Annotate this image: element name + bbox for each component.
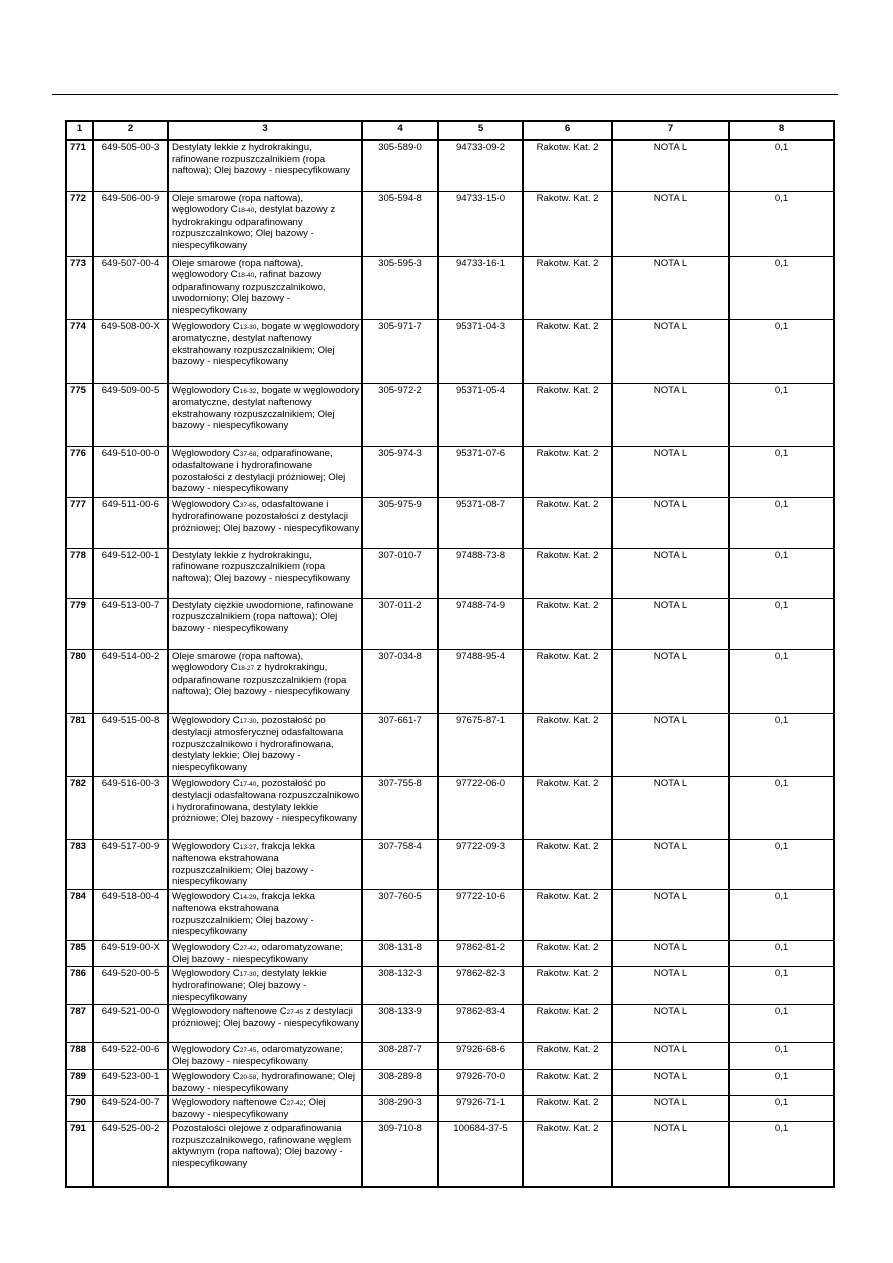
chemical-name-text: Węglowodory C	[172, 1070, 240, 1082]
concentration-limit: 0,1	[729, 140, 834, 191]
cas-number: 97675-87-1	[438, 713, 523, 776]
entry-number: 782	[66, 776, 93, 839]
concentration-limit: 0,1	[729, 713, 834, 776]
entry-number: 789	[66, 1069, 93, 1095]
table-row	[66, 256, 834, 319]
carbon-range-subscript: 27-45	[239, 1046, 257, 1054]
note: NOTA L	[612, 319, 729, 383]
chemical-name	[168, 1069, 362, 1095]
chemical-name-text-cont: , bogate w węglowodory aromatyczne, destylat naftenowy ekstrahowany rozpuszczalnikiem; Olej bazowy - niespecyfikowany	[172, 384, 360, 432]
chemical-name-text: Destylaty ciężkie uwodornione, rafinowane rozpuszczalnikiem (ropa naftowa); Olej bazowy - niespecyfikowany	[172, 599, 354, 634]
ec-number: 308-132-3	[362, 966, 438, 1004]
classification: Rakotw. Kat. 2	[523, 497, 612, 548]
index-number: 649-518-00-4	[93, 889, 168, 940]
classification: Rakotw. Kat. 2	[523, 1042, 612, 1069]
chemical-name-text-cont: , frakcja lekka naftenowa ekstrahowana rozpuszczalnikiem; Olej bazowy - niespecyfikowany	[172, 890, 315, 938]
chemical-name	[168, 649, 362, 713]
chemical-name-text-cont: , bogate w węglowodory aromatyczne, destylat naftenowy ekstrahowany rozpuszczalnikiem; Olej bazowy - niespecyfikowany	[172, 320, 360, 368]
carbon-range-subscript: 17-30	[239, 717, 257, 725]
chemical-name-text: Węglowodory C	[172, 714, 240, 726]
note: NOTA L	[612, 1004, 729, 1042]
index-number: 649-521-00-0	[93, 1004, 168, 1042]
chemical-name-text: Węglowodory C	[172, 941, 240, 953]
note: NOTA L	[612, 889, 729, 940]
carbon-range-subscript: 37-68	[239, 450, 257, 458]
chemical-name	[168, 713, 362, 776]
cas-number: 97722-10-6	[438, 889, 523, 940]
carbon-range-subscript: 37-65	[239, 501, 257, 509]
entry-number: 785	[66, 940, 93, 966]
ec-number: 307-758-4	[362, 839, 438, 889]
note: NOTA L	[612, 1069, 729, 1095]
chemical-name-text: Pozostałości olejowe z odparafinowania rozpuszczalnikowego, rafinowane węglem aktywnym (ropa naftowa); Olej bazowy - niespecyfikowany	[172, 1123, 352, 1169]
classification: Rakotw. Kat. 2	[523, 256, 612, 319]
note: NOTA L	[612, 1122, 729, 1187]
cas-number: 95371-04-3	[438, 319, 523, 383]
chemical-name-text-cont: , hydrorafinowane; Olej bazowy - niespecyfikowany	[172, 1070, 355, 1095]
carbon-range-subscript: 20-58	[239, 1073, 257, 1081]
ec-number: 305-589-0	[362, 140, 438, 191]
carbon-range-subscript: 16-32	[239, 387, 257, 395]
classification: Rakotw. Kat. 2	[523, 889, 612, 940]
classification: Rakotw. Kat. 2	[523, 140, 612, 191]
index-number: 649-520-00-5	[93, 966, 168, 1004]
classification: Rakotw. Kat. 2	[523, 191, 612, 256]
classification: Rakotw. Kat. 2	[523, 548, 612, 598]
table-row	[66, 649, 834, 713]
index-number: 649-512-00-1	[93, 548, 168, 598]
index-number: 649-507-00-4	[93, 256, 168, 319]
concentration-limit: 0,1	[729, 649, 834, 713]
chemical-name	[168, 1095, 362, 1121]
note: NOTA L	[612, 191, 729, 256]
table-row	[66, 140, 834, 191]
ec-number: 305-975-9	[362, 497, 438, 548]
concentration-limit: 0,1	[729, 839, 834, 889]
ec-number: 307-755-8	[362, 776, 438, 839]
index-number: 649-524-00-7	[93, 1095, 168, 1121]
classification: Rakotw. Kat. 2	[523, 1004, 612, 1042]
note: NOTA L	[612, 256, 729, 319]
classification: Rakotw. Kat. 2	[523, 383, 612, 446]
table-row	[66, 446, 834, 497]
ec-number: 305-972-2	[362, 383, 438, 446]
chemical-name	[168, 598, 362, 649]
cas-number: 95371-07-6	[438, 446, 523, 497]
chemical-name-text: Węglowodory C	[172, 384, 240, 396]
col-header-6: 6	[523, 121, 612, 140]
table-row	[66, 1069, 834, 1095]
ec-number: 308-287-7	[362, 1042, 438, 1069]
chemical-name-text-cont: , odaromatyzowane; Olej bazowy - niespecyfikowany	[172, 941, 343, 966]
ec-number: 307-010-7	[362, 548, 438, 598]
chemical-name-text-cont: , odasfaltowane i hydrorafinowane pozostałości z destylacji próżniowej; Olej bazowy - niespecyfikowany	[172, 498, 360, 534]
entry-number: 790	[66, 1095, 93, 1121]
note: NOTA L	[612, 940, 729, 966]
chemical-name	[168, 1042, 362, 1069]
note: NOTA L	[612, 497, 729, 548]
entry-number: 780	[66, 649, 93, 713]
cas-number: 97862-82-3	[438, 966, 523, 1004]
entry-number: 777	[66, 497, 93, 548]
classification: Rakotw. Kat. 2	[523, 1095, 612, 1121]
entry-number: 786	[66, 966, 93, 1004]
ec-number: 308-133-9	[362, 1004, 438, 1042]
chemical-name-text-cont: z destylacji próżniowej; Olej bazowy - niespecyfikowany	[172, 1005, 360, 1030]
chemical-name	[168, 966, 362, 1004]
ec-number: 309-710-8	[362, 1122, 438, 1187]
chemical-name-text: Oleje smarowe (ropa naftowa), węglowodory C	[172, 650, 304, 674]
note: NOTA L	[612, 1042, 729, 1069]
cas-number: 97722-06-0	[438, 776, 523, 839]
col-header-2: 2	[93, 121, 168, 140]
chemical-name-text-cont: , destylat bazowy z hydrokrakingu odparafinowany rozpuszczalnkowo; Olej bazowy - niespecyfikowany	[172, 204, 336, 251]
entry-number: 791	[66, 1122, 93, 1187]
entry-number: 784	[66, 889, 93, 940]
note: NOTA L	[612, 548, 729, 598]
cas-number: 94733-15-0	[438, 191, 523, 256]
entry-number: 771	[66, 140, 93, 191]
table-row	[66, 497, 834, 548]
cas-number: 97926-70-0	[438, 1069, 523, 1095]
classification: Rakotw. Kat. 2	[523, 446, 612, 497]
col-header-7: 7	[612, 121, 729, 140]
concentration-limit: 0,1	[729, 1095, 834, 1121]
concentration-limit: 0,1	[729, 548, 834, 598]
cas-number: 97862-83-4	[438, 1004, 523, 1042]
concentration-limit: 0,1	[729, 776, 834, 839]
concentration-limit: 0,1	[729, 940, 834, 966]
concentration-limit: 0,1	[729, 889, 834, 940]
entry-number: 783	[66, 839, 93, 889]
table-row	[66, 191, 834, 256]
index-number: 649-506-00-9	[93, 191, 168, 256]
carbon-range-subscript: 17-30	[239, 970, 257, 978]
entry-number: 779	[66, 598, 93, 649]
cas-number: 100684-37-5	[438, 1122, 523, 1187]
cas-number: 94733-16-1	[438, 256, 523, 319]
chemical-name-text: Węglowodory C	[172, 967, 240, 979]
table-row	[66, 713, 834, 776]
classification: Rakotw. Kat. 2	[523, 966, 612, 1004]
chemical-name	[168, 1004, 362, 1042]
classification: Rakotw. Kat. 2	[523, 319, 612, 383]
chemical-name-text: Węglowodory C	[172, 777, 240, 789]
cas-number: 97862-81-2	[438, 940, 523, 966]
index-number: 649-514-00-2	[93, 649, 168, 713]
chemical-name-text-cont: , pozostałość po destylacji odasfaltowana rozpuszczalnikowo i hydrorafinowana, destylaty lekkie próżniowe; Olej bazowy - niespecyfikowany	[172, 777, 360, 825]
ec-number: 308-131-8	[362, 940, 438, 966]
concentration-limit: 0,1	[729, 191, 834, 256]
index-number: 649-505-00-3	[93, 140, 168, 191]
entry-number: 781	[66, 713, 93, 776]
ec-number: 307-011-2	[362, 598, 438, 649]
chemical-name-text: Węglowodory C	[172, 320, 240, 332]
concentration-limit: 0,1	[729, 966, 834, 1004]
cas-number: 97926-71-1	[438, 1095, 523, 1121]
chemical-name-text: Węglowodory naftenowe C	[172, 1096, 287, 1108]
col-header-8: 8	[729, 121, 834, 140]
chemical-name-text: Węglowodory C	[172, 447, 240, 459]
carbon-range-subscript: 18-40	[237, 272, 255, 280]
concentration-limit: 0,1	[729, 497, 834, 548]
table-row	[66, 383, 834, 446]
note: NOTA L	[612, 649, 729, 713]
chemical-name	[168, 940, 362, 966]
note: NOTA L	[612, 598, 729, 649]
table-row	[66, 776, 834, 839]
concentration-limit: 0,1	[729, 598, 834, 649]
table-row	[66, 1122, 834, 1187]
table-row	[66, 889, 834, 940]
note: NOTA L	[612, 446, 729, 497]
carbon-range-subscript: 18-27	[237, 665, 255, 673]
col-header-1: 1	[66, 121, 93, 140]
concentration-limit: 0,1	[729, 1004, 834, 1042]
chemical-name-text-cont: , destylaty lekkie hydrorafinowane; Olej bazowy - niespecyfikowany	[172, 967, 327, 1003]
header-row	[66, 121, 834, 140]
carbon-range-subscript: 27-45	[286, 1008, 304, 1016]
index-number: 649-517-00-9	[93, 839, 168, 889]
cas-number: 97488-74-9	[438, 598, 523, 649]
chemical-name-text: Oleje smarowe (ropa naftowa), węglowodory C	[172, 192, 304, 216]
table-row	[66, 598, 834, 649]
chemical-name-text: Węglowodory C	[172, 498, 240, 510]
ec-number: 305-974-3	[362, 446, 438, 497]
chemical-name	[168, 548, 362, 598]
substance-table	[65, 120, 835, 1188]
entry-number: 776	[66, 446, 93, 497]
index-number: 649-523-00-1	[93, 1069, 168, 1095]
ec-number: 307-661-7	[362, 713, 438, 776]
cas-number: 95371-05-4	[438, 383, 523, 446]
chemical-name	[168, 889, 362, 940]
ec-number: 305-971-7	[362, 319, 438, 383]
carbon-range-subscript: 17-40	[239, 780, 257, 788]
chemical-name	[168, 839, 362, 889]
entry-number: 775	[66, 383, 93, 446]
chemical-name	[168, 383, 362, 446]
classification: Rakotw. Kat. 2	[523, 1069, 612, 1095]
chemical-name-text: Destylaty lekkie z hydrokrakingu, rafinowane rozpuszczalnikiem (ropa naftowa); Olej bazowy - niespecyfikowany	[172, 549, 351, 584]
cas-number: 94733-09-2	[438, 140, 523, 191]
ec-number: 308-290-3	[362, 1095, 438, 1121]
entry-number: 787	[66, 1004, 93, 1042]
index-number: 649-508-00-X	[93, 319, 168, 383]
cas-number: 97488-73-8	[438, 548, 523, 598]
entry-number: 788	[66, 1042, 93, 1069]
chemical-name	[168, 1122, 362, 1187]
entry-number: 774	[66, 319, 93, 383]
chemical-name-text: Węglowodory naftenowe C	[172, 1005, 287, 1017]
table-row	[66, 1004, 834, 1042]
note: NOTA L	[612, 776, 729, 839]
entry-number: 772	[66, 191, 93, 256]
concentration-limit: 0,1	[729, 1042, 834, 1069]
carbon-range-subscript: 27-42	[239, 944, 257, 952]
chemical-name	[168, 497, 362, 548]
note: NOTA L	[612, 383, 729, 446]
col-header-3: 3	[168, 121, 362, 140]
carbon-range-subscript: 18-40	[237, 207, 255, 215]
chemical-name-text-cont: z hydrokrakingu, odparafinowane rozpuszczalnikiem (ropa naftowa); Olej bazowy - niespecyfikowany	[172, 662, 351, 698]
cas-number: 95371-08-7	[438, 497, 523, 548]
chemical-name-text-cont: , odaromatyzowane; Olej bazowy - niespecyfikowany	[172, 1043, 343, 1068]
cas-number: 97926-68-6	[438, 1042, 523, 1069]
note: NOTA L	[612, 140, 729, 191]
classification: Rakotw. Kat. 2	[523, 713, 612, 776]
ec-number: 307-034-8	[362, 649, 438, 713]
index-number: 649-525-00-2	[93, 1122, 168, 1187]
table-row	[66, 1042, 834, 1069]
classification: Rakotw. Kat. 2	[523, 776, 612, 839]
classification: Rakotw. Kat. 2	[523, 1122, 612, 1187]
table-row	[66, 940, 834, 966]
carbon-range-subscript: 27-42	[286, 1099, 304, 1107]
entry-number: 773	[66, 256, 93, 319]
chemical-name-text-cont: ; Olej bazowy - niespecyfikowany	[172, 1096, 326, 1121]
cas-number: 97722-09-3	[438, 839, 523, 889]
index-number: 649-511-00-6	[93, 497, 168, 548]
table-row	[66, 839, 834, 889]
col-header-5: 5	[438, 121, 523, 140]
cas-number: 97488-95-4	[438, 649, 523, 713]
col-header-4: 4	[362, 121, 438, 140]
index-number: 649-513-00-7	[93, 598, 168, 649]
ec-number: 308-289-8	[362, 1069, 438, 1095]
concentration-limit: 0,1	[729, 1069, 834, 1095]
index-number: 649-519-00-X	[93, 940, 168, 966]
chemical-name-text: Węglowodory C	[172, 890, 240, 902]
table-row	[66, 966, 834, 1004]
index-number: 649-509-00-5	[93, 383, 168, 446]
ec-number: 307-760-5	[362, 889, 438, 940]
table-row	[66, 319, 834, 383]
chemical-name-text-cont: , pozostałość po destylacji atmosferycznej odasfaltowana rozpuszczalnikowo i hydrorafinowana, destylaty lekkie; Olej bazowy - niespecyfikowany	[172, 714, 344, 773]
carbon-range-subscript: 14-29	[239, 893, 257, 901]
chemical-name-text: Oleje smarowe (ropa naftowa), węglowodory C	[172, 257, 304, 281]
chemical-name	[168, 446, 362, 497]
chemical-name	[168, 776, 362, 839]
note: NOTA L	[612, 966, 729, 1004]
ec-number: 305-594-8	[362, 191, 438, 256]
concentration-limit: 0,1	[729, 319, 834, 383]
classification: Rakotw. Kat. 2	[523, 598, 612, 649]
chemical-name	[168, 256, 362, 319]
note: NOTA L	[612, 1095, 729, 1121]
chemical-name-text-cont: , frakcja lekka naftenowa ekstrahowana rozpuszczalnikiem; Olej bazowy - niespecyfikowany	[172, 840, 315, 888]
chemical-name-text: Destylaty lekkie z hydrokrakingu, rafinowane rozpuszczalnikiem (ropa naftowa); Olej bazowy - niespecyfikowany	[172, 142, 351, 177]
concentration-limit: 0,1	[729, 1122, 834, 1187]
concentration-limit: 0,1	[729, 383, 834, 446]
index-number: 649-510-00-0	[93, 446, 168, 497]
chemical-name-text: Węglowodory C	[172, 840, 240, 852]
ec-number: 305-595-3	[362, 256, 438, 319]
concentration-limit: 0,1	[729, 446, 834, 497]
entry-number: 778	[66, 548, 93, 598]
classification: Rakotw. Kat. 2	[523, 649, 612, 713]
concentration-limit: 0,1	[729, 256, 834, 319]
carbon-range-subscript: 13-27	[239, 843, 257, 851]
chemical-name-text: Węglowodory C	[172, 1043, 240, 1055]
classification: Rakotw. Kat. 2	[523, 940, 612, 966]
header-rule	[52, 94, 838, 95]
table-row	[66, 548, 834, 598]
index-number: 649-515-00-8	[93, 713, 168, 776]
table-row	[66, 1095, 834, 1121]
classification: Rakotw. Kat. 2	[523, 839, 612, 889]
index-number: 649-516-00-3	[93, 776, 168, 839]
note: NOTA L	[612, 713, 729, 776]
chemical-name	[168, 319, 362, 383]
index-number: 649-522-00-6	[93, 1042, 168, 1069]
note: NOTA L	[612, 839, 729, 889]
chemical-name	[168, 140, 362, 191]
chemical-name-text-cont: , rafinat bazowy odparafinowany rozpuszczalnikowo, uwodorniony; Olej bazowy - niespecyfikowany	[172, 269, 326, 316]
chemical-name-text-cont: , odparafinowane, odasfaltowane i hydrorafinowane pozostałości z destylacji próżniowej; Olej bazowy - niespecyfikowany	[172, 447, 346, 495]
chemical-name	[168, 191, 362, 256]
carbon-range-subscript: 13-30	[239, 323, 257, 331]
